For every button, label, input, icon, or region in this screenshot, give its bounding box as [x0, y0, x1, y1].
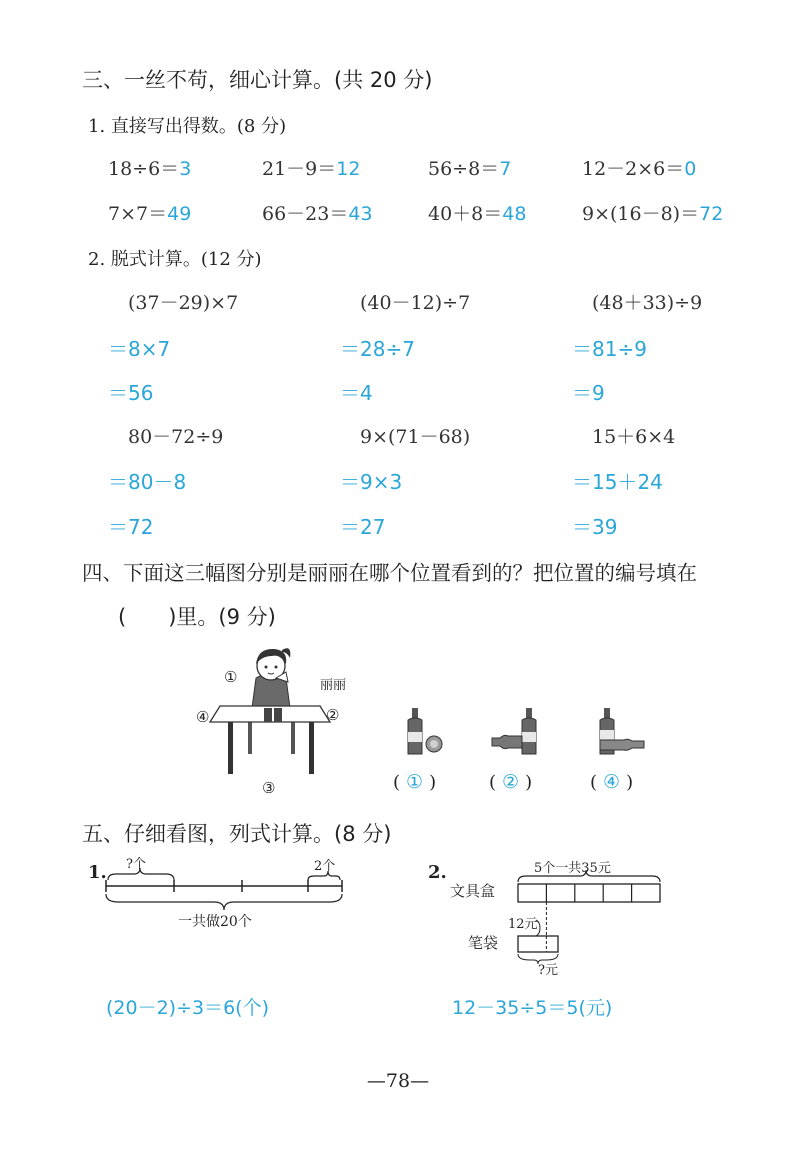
oral-item-5: 7×7＝49 — [108, 203, 192, 225]
oral-item-2: 21－9＝12 — [262, 158, 361, 180]
section5-title: 五、仔细看图，列式计算。(8 分) — [82, 822, 392, 846]
view-1-answer: ① — [406, 771, 424, 793]
view-2-illustration — [488, 706, 548, 758]
step-expr-2: (40－12)÷7 — [360, 292, 471, 314]
page-number: —78— — [366, 1070, 430, 1092]
position-label-1: ① — [224, 668, 238, 686]
step-1b: ＝56 — [108, 381, 154, 405]
step-5b: ＝27 — [340, 515, 386, 539]
label-pencil-case: 文具盒 — [450, 882, 496, 900]
label-total: 一共做20个 — [178, 914, 252, 930]
step-expr-1: (37－29)×7 — [128, 292, 239, 314]
bottle-neck — [604, 708, 610, 718]
view-2-answer: ② — [502, 771, 520, 793]
problem1-number: 1. — [88, 862, 107, 883]
step-4b: ＝72 — [108, 515, 154, 539]
oral-item-8: 9×(16－8)＝72 — [582, 203, 724, 225]
step-2a: ＝28÷7 — [340, 337, 415, 361]
part1-title: 1. 直接写出得数。(8 分) — [88, 116, 287, 137]
oral-item-3: 56÷8＝7 — [428, 158, 512, 180]
step-3b: ＝9 — [572, 381, 605, 405]
table-leg-left — [228, 722, 233, 774]
view-3-illustration — [594, 706, 650, 758]
label-difference: 12元 — [508, 917, 538, 932]
position-label-3: ③ — [262, 779, 276, 797]
step-expr-6: 15＋6×4 — [592, 426, 676, 448]
oral-answer-4: 0 — [684, 158, 697, 180]
bottle-label — [600, 730, 614, 740]
label-question-yuan: ?元 — [538, 963, 558, 976]
step-2b: ＝4 — [340, 381, 373, 405]
label-question-count: ?个 — [126, 857, 146, 872]
view-3-answer: ④ — [603, 771, 621, 793]
step-6b: ＝39 — [572, 515, 618, 539]
label-pencil-bag: 笔袋 — [468, 934, 499, 952]
girl-name-label: 丽丽 — [320, 678, 347, 693]
bottle-lying — [492, 735, 522, 748]
table-bottle-2 — [274, 708, 282, 722]
bottle-neck — [526, 708, 532, 718]
problem2-number: 2. — [428, 862, 447, 883]
section4-title-line2: ( )里。(9 分) — [118, 605, 276, 629]
oral-answer-1: 3 — [179, 158, 192, 180]
step-expr-3: (48＋33)÷9 — [592, 292, 703, 314]
view-2-answer-box: ( ② ) — [489, 771, 533, 793]
oral-answer-2: 12 — [336, 158, 361, 180]
label-two-count: 2个 — [314, 859, 336, 874]
section3-title: 三、一丝不苟，细心计算。(共 20 分) — [82, 68, 433, 92]
step-expr-5: 9×(71－68) — [360, 426, 471, 448]
brace-bottom — [106, 894, 342, 910]
oral-answer-8: 72 — [699, 203, 724, 225]
bottle-lying — [600, 739, 644, 750]
step-expr-4: 80－72÷9 — [128, 426, 224, 448]
pencil-case-bar — [518, 884, 660, 902]
step-4a: ＝80－8 — [108, 470, 187, 494]
bottle-base-inner — [430, 740, 438, 748]
table-scene-illustration — [190, 638, 355, 798]
oral-answer-7: 48 — [502, 203, 527, 225]
bottle-label — [408, 732, 422, 742]
part2-title: 2. 脱式计算。(12 分) — [88, 249, 262, 270]
problem2-answer: 12－35÷5＝5(元) — [452, 997, 613, 1019]
table-leg-right — [309, 722, 314, 774]
step-6a: ＝15＋24 — [572, 470, 663, 494]
problem1-answer: (20－2)÷3＝6(个) — [106, 997, 270, 1019]
oral-answer-6: 43 — [348, 203, 373, 225]
table-bottle-1 — [264, 708, 272, 722]
bar-diagram-2 — [444, 856, 664, 976]
bottle-label — [522, 732, 536, 742]
bottle-neck — [412, 708, 418, 718]
position-label-4: ④ — [196, 708, 210, 726]
table-leg-back-right — [291, 722, 295, 754]
table-leg-back-left — [248, 722, 252, 754]
view-1-answer-box: ( ① ) — [393, 771, 437, 793]
oral-answer-3: 7 — [499, 158, 512, 180]
segment-diagram-1 — [104, 856, 348, 936]
oral-item-7: 40＋8＝48 — [428, 203, 527, 225]
view-3-answer-box: ( ④ ) — [590, 771, 634, 793]
oral-item-1: 18÷6＝3 — [108, 158, 192, 180]
position-label-2: ② — [326, 706, 340, 724]
oral-item-4: 12－2×6＝0 — [582, 158, 697, 180]
view-1-illustration — [398, 706, 448, 758]
section4-title-line1: 四、下面这三幅图分别是丽丽在哪个位置看到的？把位置的编号填在 — [82, 561, 697, 585]
pencil-bag-bar — [518, 936, 558, 952]
oral-answer-5: 49 — [167, 203, 192, 225]
step-1a: ＝8×7 — [108, 337, 171, 361]
oral-item-6: 66－23＝43 — [262, 203, 373, 225]
step-5a: ＝9×3 — [340, 470, 403, 494]
girl-figure — [252, 648, 290, 708]
step-3a: ＝81÷9 — [572, 337, 647, 361]
label-five-total: 5个一共35元 — [534, 861, 611, 876]
